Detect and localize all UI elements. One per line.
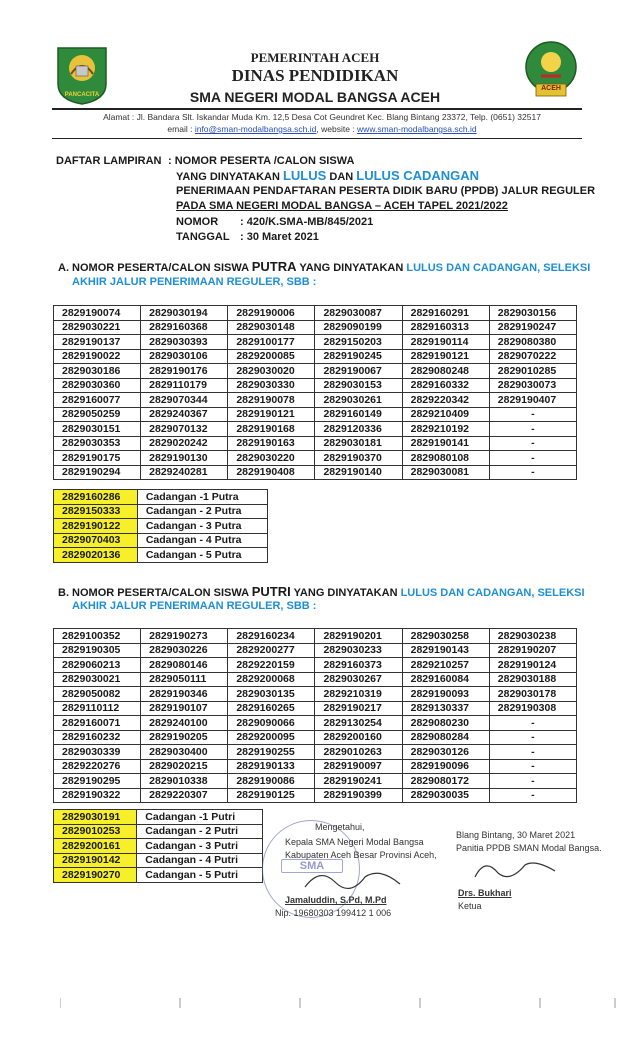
table-cell: 2829190097 xyxy=(315,759,402,774)
table-cell: 2829100177 xyxy=(228,335,315,350)
table-cell: 2829030238 xyxy=(489,629,576,644)
table-cell: 2829200160 xyxy=(315,730,402,745)
sig-right-signature xyxy=(470,855,560,892)
table-cell: 2829090199 xyxy=(315,320,402,335)
table-cell: 2829190207 xyxy=(489,643,576,658)
section-a-cadangan-table xyxy=(53,489,268,563)
table-cell: 2829030330 xyxy=(228,378,315,393)
table-cell: 2829030106 xyxy=(141,349,228,364)
table-cell: - xyxy=(489,759,576,774)
table-cell: 2829030233 xyxy=(315,643,402,658)
table-row xyxy=(54,788,577,803)
left-logo xyxy=(54,44,110,106)
email-link[interactable]: info@sman-modalbangsa.sch.id xyxy=(194,124,317,134)
table-cell: - xyxy=(489,716,576,731)
table-cell: - xyxy=(489,465,576,480)
cadangan-label: Cadangan - 5 Putra xyxy=(137,548,267,563)
table-row xyxy=(54,643,577,658)
section-b-prefix: B. NOMOR PESERTA/CALON SISWA xyxy=(58,587,249,599)
scan-bottom-marks xyxy=(60,997,620,1009)
table-cell: 2829190163 xyxy=(228,436,315,451)
table-cell: 2829110112 xyxy=(54,701,141,716)
cadangan-row xyxy=(54,868,263,883)
cadangan-label: Cadangan - 5 Putri xyxy=(137,868,263,883)
intro-line-1: : NOMOR PESERTA /CALON SISWA xyxy=(168,155,355,167)
table-cell: 2829190093 xyxy=(402,687,489,702)
table-cell: 2829030267 xyxy=(315,672,402,687)
table-cell: 2829190255 xyxy=(228,745,315,760)
section-b-cadangan-table xyxy=(53,809,263,883)
table-cell: 2829120336 xyxy=(315,422,402,437)
table-cell: 2829160077 xyxy=(54,393,141,408)
table-cell: 2829030221 xyxy=(54,320,141,335)
section-a-mid: YANG DINYATAKAN xyxy=(299,262,404,274)
table-cell: 2829130337 xyxy=(402,701,489,716)
table-cell: 2829030226 xyxy=(141,643,228,658)
cadangan-number: 2829190122 xyxy=(54,519,138,534)
table-cell: 2829160313 xyxy=(402,320,489,335)
section-b-status: LULUS DAN CADANGAN, SELEKSI xyxy=(400,587,585,599)
table-cell: 2829190217 xyxy=(315,701,402,716)
table-cell: 2829080146 xyxy=(141,658,228,673)
table-cell: - xyxy=(489,730,576,745)
table-cell: 2829030353 xyxy=(54,436,141,451)
cadangan-row xyxy=(54,824,263,839)
table-cell: 2829190140 xyxy=(315,465,402,480)
table-cell: 2829030178 xyxy=(489,687,576,702)
table-row xyxy=(54,306,577,321)
table-row xyxy=(54,687,577,702)
table-cell: 2829190074 xyxy=(54,306,141,321)
table-cell: 2829190399 xyxy=(315,788,402,803)
table-cell: 2829130254 xyxy=(315,716,402,731)
section-a-heading xyxy=(58,259,628,274)
table-cell: 2829190107 xyxy=(141,701,228,716)
right-logo-text: ACEH xyxy=(541,85,561,92)
table-row xyxy=(54,672,577,687)
table-cell: 2829190176 xyxy=(141,364,228,379)
table-cell: 2829190130 xyxy=(141,451,228,466)
table-cell: 2829240367 xyxy=(141,407,228,422)
section-b-heading xyxy=(58,584,628,599)
table-cell: 2829190201 xyxy=(315,629,402,644)
table-cell: 2829190125 xyxy=(228,788,315,803)
cadangan-label: Cadangan - 4 Putri xyxy=(137,853,263,868)
table-cell: 2829190121 xyxy=(402,349,489,364)
table-cell: 2829110179 xyxy=(141,378,228,393)
table-row xyxy=(54,774,577,789)
intro-label: DAFTAR LAMPIRAN xyxy=(56,155,162,167)
table-cell: 2829010263 xyxy=(315,745,402,760)
cadangan-label: Cadangan -1 Putra xyxy=(137,490,267,505)
table-cell: 2829030393 xyxy=(141,335,228,350)
cadangan-row xyxy=(54,504,268,519)
section-b-gender: PUTRI xyxy=(251,584,291,599)
table-cell: 2829190245 xyxy=(315,349,402,364)
table-row xyxy=(54,451,577,466)
cadangan-label: Cadangan - 4 Putra xyxy=(137,533,267,548)
table-cell: - xyxy=(489,407,576,422)
table-cell: 2829020242 xyxy=(141,436,228,451)
table-cell: 2829030035 xyxy=(402,788,489,803)
table-row xyxy=(54,745,577,760)
section-a-line2: AKHIR JALUR PENERIMAAN REGULER, SBB : xyxy=(72,276,317,288)
table-cell: 2829190370 xyxy=(315,451,402,466)
table-cell: 2829070132 xyxy=(141,422,228,437)
sig-left-signature xyxy=(300,862,410,899)
table-cell: 2829200068 xyxy=(228,672,315,687)
table-row xyxy=(54,378,577,393)
table-cell: 2829030156 xyxy=(489,306,576,321)
table-cell: 2829190137 xyxy=(54,335,141,350)
table-cell: 2829190241 xyxy=(315,774,402,789)
table-cell: 2829190322 xyxy=(54,788,141,803)
cadangan-label: Cadangan - 3 Putri xyxy=(137,839,263,854)
cadangan-row xyxy=(54,533,268,548)
table-cell: 2829190407 xyxy=(489,393,576,408)
table-cell: 2829160149 xyxy=(315,407,402,422)
section-a-prefix: A. NOMOR PESERTA/CALON SISWA xyxy=(58,262,249,274)
cadangan-label: Cadangan - 3 Putra xyxy=(137,519,267,534)
table-cell: 2829050259 xyxy=(54,407,141,422)
table-cell: - xyxy=(489,422,576,437)
table-cell: 2829030194 xyxy=(141,306,228,321)
cadangan-number: 2829160286 xyxy=(54,490,138,505)
table-cell: 2829190168 xyxy=(228,422,315,437)
table-cell: - xyxy=(489,451,576,466)
table-cell: 2829070344 xyxy=(141,393,228,408)
table-cell: 2829160368 xyxy=(141,320,228,335)
table-row xyxy=(54,465,577,480)
cadangan-label: Cadangan - 2 Putri xyxy=(137,824,263,839)
table-row xyxy=(54,364,577,379)
table-cell: 2829030181 xyxy=(315,436,402,451)
table-cell: 2829160232 xyxy=(54,730,141,745)
table-row xyxy=(54,658,577,673)
table-row xyxy=(54,759,577,774)
table-cell: 2829220342 xyxy=(402,393,489,408)
table-row xyxy=(54,349,577,364)
table-cell: 2829190346 xyxy=(141,687,228,702)
right-logo xyxy=(522,40,580,102)
intro-line-3: PENERIMAAN PENDAFTARAN PESERTA DIDIK BARU (PPDB) JALUR REGULER xyxy=(176,185,596,197)
table-cell: 2829160084 xyxy=(402,672,489,687)
intro-line-2-prefix: YANG DINYATAKAN xyxy=(176,171,280,183)
table-cell: 2829190133 xyxy=(228,759,315,774)
table-cell: 2829020215 xyxy=(141,759,228,774)
table-cell: 2829160071 xyxy=(54,716,141,731)
sig-left-name: Jamaluddin, S.Pd, M.Pd xyxy=(285,895,387,905)
table-cell: 2829080172 xyxy=(402,774,489,789)
sig-left-line-1: Mengetahui, xyxy=(315,822,365,832)
header-divider-bottom xyxy=(52,138,582,139)
table-cell: 2829210319 xyxy=(315,687,402,702)
table-cell: 2829200095 xyxy=(228,730,315,745)
nomor-label: NOMOR xyxy=(176,216,219,228)
cadangan-row xyxy=(54,839,263,854)
cadangan-number: 2829020136 xyxy=(54,548,138,563)
table-cell: 2829190308 xyxy=(489,701,576,716)
table-cell: 2829190175 xyxy=(54,451,141,466)
table-row xyxy=(54,730,577,745)
cadangan-row xyxy=(54,519,268,534)
table-cell: 2829030188 xyxy=(489,672,576,687)
table-cell: 2829030220 xyxy=(228,451,315,466)
table-cell: 2829210257 xyxy=(402,658,489,673)
table-cell: 2829030135 xyxy=(228,687,315,702)
table-cell: 2829080248 xyxy=(402,364,489,379)
table-row xyxy=(54,629,577,644)
table-cell: 2829190205 xyxy=(141,730,228,745)
table-cell: 2829090066 xyxy=(228,716,315,731)
table-cell: 2829240100 xyxy=(141,716,228,731)
table-cell: 2829220276 xyxy=(54,759,141,774)
intro-cadangan: LULUS CADANGAN xyxy=(356,168,480,183)
table-cell: 2829190124 xyxy=(489,658,576,673)
table-cell: 2829190143 xyxy=(402,643,489,658)
cadangan-number: 2829030191 xyxy=(54,810,137,825)
table-row xyxy=(54,716,577,731)
table-cell: 2829070222 xyxy=(489,349,576,364)
table-cell: 2829080380 xyxy=(489,335,576,350)
stamp-text: SMA xyxy=(281,859,343,873)
table-row xyxy=(54,393,577,408)
table-cell: 2829030073 xyxy=(489,378,576,393)
table-cell: 2829190408 xyxy=(228,465,315,480)
intro-line-2 xyxy=(176,168,479,183)
intro-lulus: LULUS xyxy=(282,168,327,183)
table-cell: 2829010285 xyxy=(489,364,576,379)
table-cell: - xyxy=(489,745,576,760)
section-b-mid: YANG DINYATAKAN xyxy=(293,587,398,599)
tanggal-label: TANGGAL xyxy=(176,231,230,243)
section-a-table xyxy=(53,305,577,480)
table-cell: 2829190121 xyxy=(228,407,315,422)
table-cell: 2829100352 xyxy=(54,629,141,644)
section-a-status: LULUS DAN CADANGAN, SELEKSI xyxy=(406,262,591,274)
table-cell: 2829160332 xyxy=(402,378,489,393)
sig-left-nip: Nip. 19680303 199412 1 006 xyxy=(275,908,392,918)
intro-dan: DAN xyxy=(329,171,354,183)
table-cell: 2829190067 xyxy=(315,364,402,379)
header-line-1: PEMERINTAH ACEH xyxy=(250,50,380,65)
table-cell: 2829030126 xyxy=(402,745,489,760)
table-cell: - xyxy=(489,788,576,803)
table-cell: 2829210409 xyxy=(402,407,489,422)
table-cell: 2829030400 xyxy=(141,745,228,760)
table-cell: 2829200277 xyxy=(228,643,315,658)
tanggal-value: : 30 Maret 2021 xyxy=(240,231,319,243)
cadangan-row xyxy=(54,548,268,563)
header-divider xyxy=(52,108,582,110)
table-cell: 2829030261 xyxy=(315,393,402,408)
sig-left-line-2: Kepala SMA Negeri Modal Bangsa xyxy=(285,837,424,847)
cadangan-number: 2829070403 xyxy=(54,533,138,548)
header-line-2: DINAS PENDIDIKAN xyxy=(231,66,399,85)
table-row xyxy=(54,407,577,422)
table-cell: 2829160291 xyxy=(402,306,489,321)
website-link[interactable]: www.sman-modalbangsa.sch.id xyxy=(357,124,477,134)
table-cell: 2829240281 xyxy=(141,465,228,480)
cadangan-row xyxy=(54,853,263,868)
table-cell: 2829190096 xyxy=(402,759,489,774)
table-cell: 2829030081 xyxy=(402,465,489,480)
table-row xyxy=(54,422,577,437)
sig-right-name: Drs. Bukhari xyxy=(458,888,512,898)
table-cell: 2829050111 xyxy=(141,672,228,687)
sig-right-line-2: Panitia PPDB SMAN Modal Bangsa. xyxy=(456,843,602,853)
header-address: Alamat : Jl. Bandara Slt. Iskandar Muda Km. 12,5 Desa Cot Geundret Kec. Blang Bintang 23372, Telp. (0651) 32517 xyxy=(103,112,541,122)
header-line-3: SMA NEGERI MODAL BANGSA ACEH xyxy=(189,89,441,105)
table-cell: 2829190305 xyxy=(54,643,141,658)
table-cell: 2829030153 xyxy=(315,378,402,393)
sig-right-role: Ketua xyxy=(458,901,482,911)
table-cell: 2829190022 xyxy=(54,349,141,364)
table-cell: 2829030186 xyxy=(54,364,141,379)
table-cell: 2829080284 xyxy=(402,730,489,745)
section-a-gender: PUTRA xyxy=(251,259,297,274)
table-cell: 2829160373 xyxy=(315,658,402,673)
email-label: email : xyxy=(167,124,193,134)
table-row xyxy=(54,320,577,335)
cadangan-number: 2829190142 xyxy=(54,853,137,868)
table-cell: 2829190078 xyxy=(228,393,315,408)
header-contact xyxy=(52,124,592,134)
table-cell: 2829190006 xyxy=(228,306,315,321)
table-cell: 2829030021 xyxy=(54,672,141,687)
table-cell: 2829060213 xyxy=(54,658,141,673)
table-cell: 2829160265 xyxy=(228,701,315,716)
sig-left-line-3: Kabupaten Aceh Besar Provinsi Aceh, xyxy=(285,850,437,860)
table-cell: 2829210192 xyxy=(402,422,489,437)
section-b-line2: AKHIR JALUR PENERIMAAN REGULER, SBB : xyxy=(72,600,317,612)
table-cell: 2829190295 xyxy=(54,774,141,789)
cadangan-row xyxy=(54,490,268,505)
nomor-value: : 420/K.SMA-MB/845/2021 xyxy=(240,216,374,228)
left-logo-text: PANCACITA xyxy=(64,92,100,98)
table-cell: 2829080108 xyxy=(402,451,489,466)
section-b-table xyxy=(53,628,577,803)
table-cell: 2829190247 xyxy=(489,320,576,335)
table-cell: 2829010338 xyxy=(141,774,228,789)
table-cell: - xyxy=(489,774,576,789)
table-cell: 2829190114 xyxy=(402,335,489,350)
cadangan-number: 2829150333 xyxy=(54,504,138,519)
table-cell: 2829050082 xyxy=(54,687,141,702)
cadangan-number: 2829010253 xyxy=(54,824,137,839)
table-cell: 2829190141 xyxy=(402,436,489,451)
cadangan-row xyxy=(54,810,263,825)
cadangan-label: Cadangan - 2 Putra xyxy=(137,504,267,519)
table-cell: 2829030258 xyxy=(402,629,489,644)
table-cell: 2829030148 xyxy=(228,320,315,335)
table-cell: 2829160234 xyxy=(228,629,315,644)
table-cell: 2829200085 xyxy=(228,349,315,364)
table-cell: 2829220159 xyxy=(228,658,315,673)
table-row xyxy=(54,701,577,716)
table-row xyxy=(54,335,577,350)
table-row xyxy=(54,436,577,451)
table-cell: 2829190086 xyxy=(228,774,315,789)
table-cell: 2829030151 xyxy=(54,422,141,437)
cadangan-label: Cadangan -1 Putri xyxy=(137,810,263,825)
table-cell: 2829030360 xyxy=(54,378,141,393)
table-cell: - xyxy=(489,436,576,451)
table-cell: 2829030020 xyxy=(228,364,315,379)
table-cell: 2829080230 xyxy=(402,716,489,731)
table-cell: 2829220307 xyxy=(141,788,228,803)
table-cell: 2829150203 xyxy=(315,335,402,350)
intro-line-4: PADA SMA NEGERI MODAL BANGSA – ACEH TAPEL 2021/2022 xyxy=(176,200,508,212)
table-cell: 2829190294 xyxy=(54,465,141,480)
website-label: , website : xyxy=(316,124,355,134)
cadangan-number: 2829200161 xyxy=(54,839,137,854)
table-cell: 2829190273 xyxy=(141,629,228,644)
cadangan-number: 2829190270 xyxy=(54,868,137,883)
table-cell: 2829030087 xyxy=(315,306,402,321)
table-cell: 2829030339 xyxy=(54,745,141,760)
sig-right-line-1: Blang Bintang, 30 Maret 2021 xyxy=(456,830,576,840)
